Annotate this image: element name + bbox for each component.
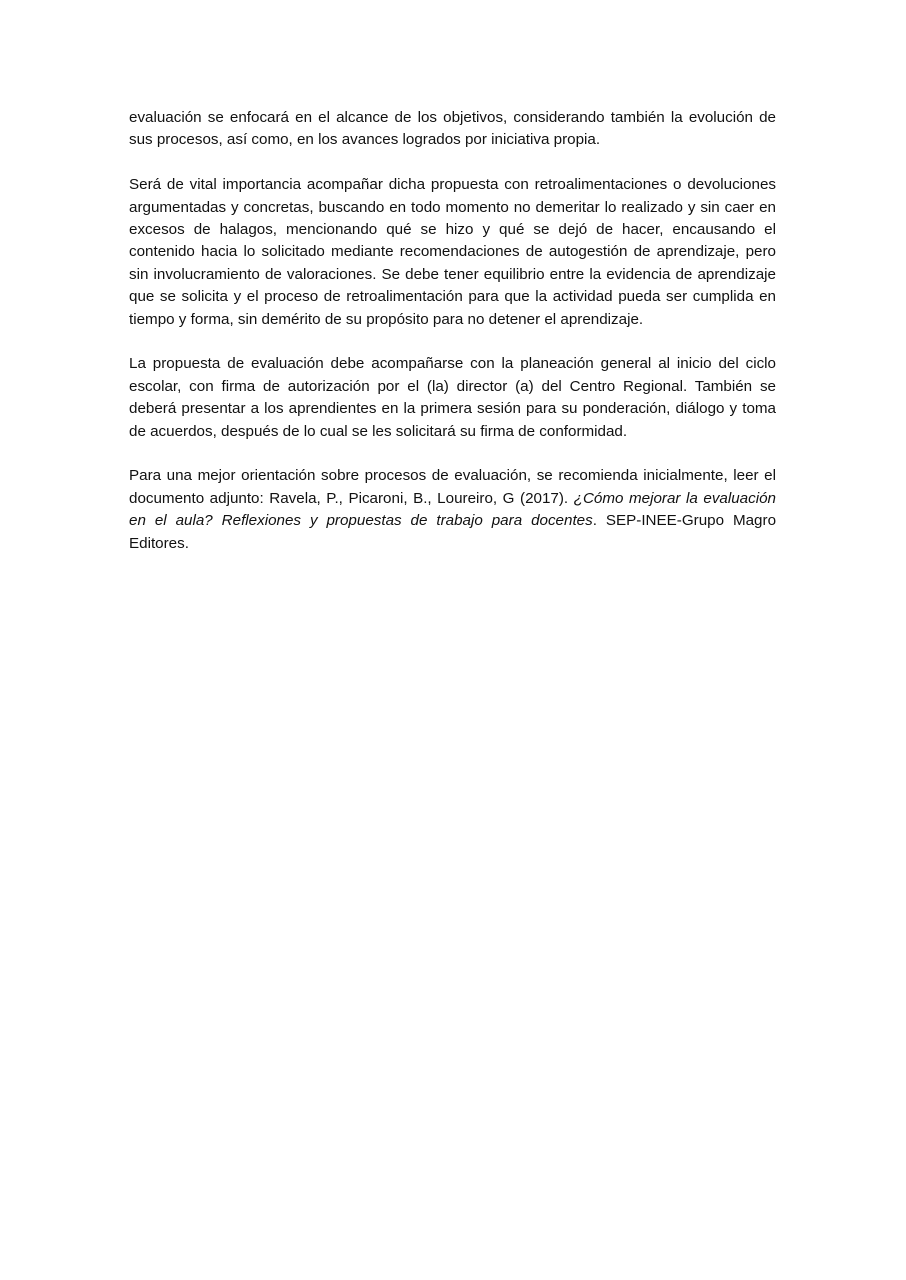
reference-intro: Para una mejor orientación sobre procesos de evaluación, se recomienda inicialmente, leer el documento adjunto: Ravela, P., Picaroni, B., Loureiro, G (2017). xyxy=(129,467,776,507)
paragraph-feedback: Será de vital importancia acompañar dicha propuesta con retroalimentaciones o devoluciones argumentadas y concretas, buscando en todo momento no demeritar lo realizado y sin caer en excesos de halagos, mencionando qué se hizo y qué se dejó de hacer, encausando el contenido hacia lo solicitado mediante recomendaciones de autogestión de aprendizaje, pero sin involucramiento de valoraciones. Se debe tener equilibrio entre la evidencia de aprendizaje que se solicita y el proceso de retroalimentación para que la actividad pueda ser cumplida en tiempo y forma, sin demérito de su propósito para no detener el aprendizaje. xyxy=(129,176,776,328)
paragraph-evaluation-focus: evaluación se enfocará en el alcance de los objetivos, considerando también la evolución de sus procesos, así como, en los avances logrados por iniciativa propia. xyxy=(129,109,776,149)
paragraph-planning: La propuesta de evaluación debe acompañarse con la planeación general al inicio del ciclo escolar, con firma de autorización por el (la) director (a) del Centro Regional. También se deberá presentar a los aprendientes en la primera sesión para su ponderación, diálogo y toma de acuerdos, después de lo cual se les solicitará su firma de conformidad. xyxy=(129,355,776,440)
reference-publisher: . SEP-INEE-Grupo Magro Editores. xyxy=(129,512,777,552)
reference-title: ¿Cómo mejorar la evaluación en el aula? Reflexiones y propuestas de trabajo para docentes xyxy=(129,489,776,530)
document-body xyxy=(129,107,776,577)
paragraph-reference xyxy=(129,465,776,555)
